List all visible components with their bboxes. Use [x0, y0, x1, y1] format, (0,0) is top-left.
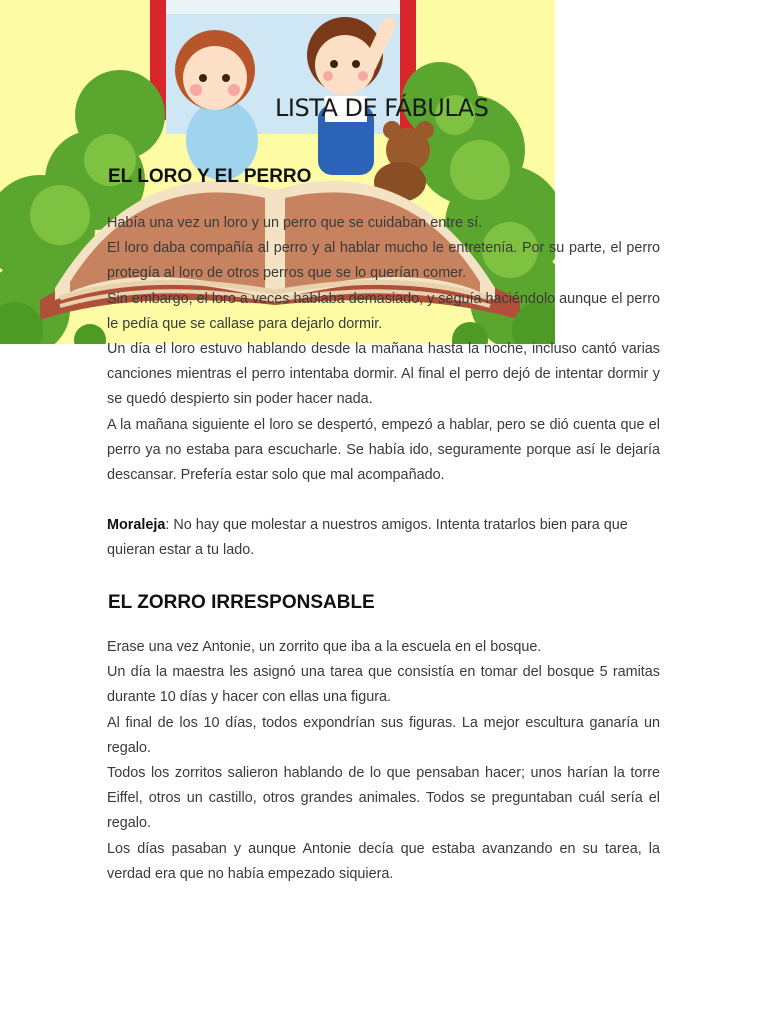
- moral: [107, 513, 660, 563]
- fable-body: [107, 211, 660, 488]
- paragraph: Había una vez un loro y un perro que se cuidaban entre sí.: [107, 215, 483, 231]
- paragraph: Todos los zorritos salieron hablando de lo que pensaban hacer; unos harían la torre Eiffel, otros un castillo, otros grandes animales. Todos se preguntaban cuál sería el regalo.: [107, 765, 660, 832]
- paragraph: Erase una vez Antonie, un zorrito que iba a la escuela en el bosque.: [107, 639, 542, 655]
- moral-text: : No hay que molestar a nuestros amigos. Intenta tratarlos bien para que quieran estar a tu lado.: [107, 517, 628, 559]
- fable-body: [107, 635, 660, 887]
- fable-title: EL ZORRO IRRESPONSABLE: [108, 592, 375, 613]
- fable-title: EL LORO Y EL PERRO: [108, 166, 312, 187]
- paragraph: El loro daba compañía al perro y al hablar mucho le entretenía. Por su parte, el perro protegía al loro de otros perros que se lo querían comer.: [107, 240, 660, 282]
- paragraph: Un día el loro estuvo hablando desde la mañana hasta la noche, incluso cantó varias canciones mientras el perro intentaba dormir. Al final el perro dejó de intentar dormir y se quedó despierto sin poder hacer nada.: [107, 341, 660, 408]
- paragraph: A la mañana siguiente el loro se despertó, empezó a hablar, pero se dió cuenta que el perro ya no estaba para escucharle. Se había ido, seguramente porque así le dejaría descansar. Prefería estar solo que mal acompañado.: [107, 416, 660, 484]
- paragraph: Sin embargo, el loro a veces hablaba demasiado, y seguía haciéndolo aunque el perro le pedía que se callase para dejarlo dormir.: [107, 290, 660, 332]
- moral-label: Moraleja: [107, 517, 166, 533]
- paragraph: Al final de los 10 días, todos expondrían sus figuras. La mejor escultura ganaría un regalo.: [107, 714, 660, 756]
- paragraph: Los días pasaban y aunque Antonie decía que estaba avanzando en su tarea, la verdad era que no había empezado siquiera.: [107, 840, 660, 882]
- document-title: LISTA DE FÁBULAS: [275, 94, 489, 122]
- paragraph: Un día la maestra les asignó una tarea que consistía en tomar del bosque 5 ramitas durante 10 días y hacer con ellas una figura.: [107, 664, 660, 706]
